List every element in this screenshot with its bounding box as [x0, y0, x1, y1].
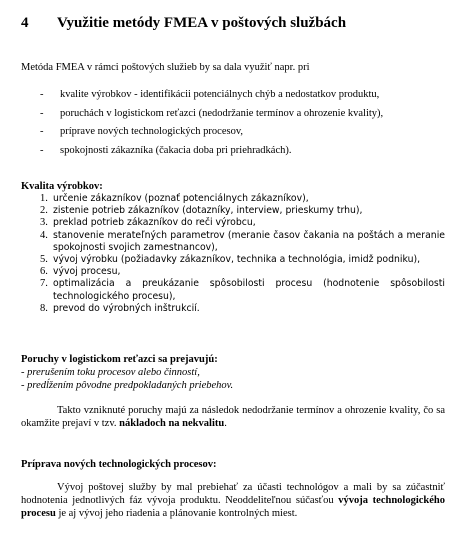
failures-line-2: - predĺžením pôvodne predpokladaných priebehov. — [21, 380, 234, 391]
list-item: 8. prevod do výrobných inštrukcií. — [40, 302, 200, 314]
failures-title: Poruchy v logistickom reťazci sa prejavujú: — [21, 354, 218, 365]
intro-paragraph: Metóda FMEA v rámci poštových služieb by sa dala využiť napr. pri — [21, 62, 310, 73]
section-number: 4 — [21, 15, 29, 31]
failures-paragraph: Takto vzniknuté poruchy majú za následok nedodržanie termínov a ohrozenie kvality, čo sa okamžite prejaví v tzv. nákladoch na nekvalitu. — [21, 405, 445, 429]
quality-title: Kvalita výrobkov: — [21, 181, 103, 192]
list-item: 6. vývoj procesu, — [40, 266, 121, 278]
section-title: Využitie metódy FMEA v poštových službách — [57, 15, 347, 31]
list-item: 2. zistenie potrieb zákazníkov (dotazníky, interview, prieskumy trhu), — [40, 205, 363, 217]
section-heading — [21, 14, 346, 32]
emphasis: nákladoch na nekvalitu — [119, 418, 225, 429]
failures-line-1: - prerušením toku procesov alebo činností, — [21, 367, 200, 378]
document-page: 4 Využitie metódy FMEA v poštových službách Metóda FMEA v rámci poštových služieb by sa dala využiť napr. pri - kvalite výrobkov - identifikácii potenciálnych chýb a nedostatkov produktu, - poruchách v logistickom reťazci (nedodržanie termínov a ohrozenie kvality), - príprave nových technologických procesov, - spokojnosti zákazníka (čakacia doba pri priehradkách). Kvalita výrobkov: 1. určenie zákazníkov (poznať potenciálnych zákazníkov), 2. zistenie potrieb zákazníkov (dotazníky, interview, prieskumy trhu), 3. preklad potrieb zákazníkov do reči výrobcu, 4. stanovenie merateľných parametrov (meranie časov čakania na poštách a meranie spokojnosti svojich zamestnancov), 5. vývoj výrobku (požiadavky zákazníkov, technika a technológia, imidž podniku), 6. vývoj procesu, 7. optimalizácia a preukázanie spôsobilosti procesu (hodnotenie spôsobilosti technologického procesu), 8. prevod do výrobných inštrukcií. Poruchy v logistickom reťazci sa prejavujú: - prerušením toku procesov alebo činností, - predĺžením pôvodne predpokladaných priebehov. Takto vzniknuté poruchy majú za následok nedodržanie termínov a ohrozenie kvality, čo sa okamžite prejaví v tzv. nákladoch na nekvalitu. Príprava nových technologických procesov: Vývoj poštovej služby by mal prebiehať za účasti technológov a mali by sa zúčastniť hodnotenia jednotlivých fáz vývoja produktu. Neoddeliteľnou súčasťou vývoja technologického procesu je aj vývoj jeho riadenia a plánovanie kontrolných miest. — [21, 15, 446, 519]
prep-paragraph: Vývoj poštovej služby by mal prebiehať za účasti technológov a mali by sa zúčastniť hodnotenia jednotlivých fáz vývoja produktu. Neoddeliteľnou súčasťou vývoja technologického procesu je aj vývoj jeho riadenia a plánovanie kontrolných miest. — [21, 482, 446, 519]
prep-title: Príprava nových technologických procesov: — [21, 459, 217, 470]
list-item: 3. preklad potrieb zákazníkov do reči výrobcu, — [40, 217, 256, 229]
quality-list — [40, 193, 445, 315]
list-item: 5. vývoj výrobku (požiadavky zákazníkov, technika a technológia, imidž podniku), — [40, 254, 421, 266]
list-item: 4. stanovenie merateľných parametrov (meranie časov čakania na poštách a meranie spokojnosti svojich zamestnancov), — [40, 229, 445, 253]
list-item: 1. určenie zákazníkov (poznať potenciálnych zákazníkov), — [40, 193, 309, 204]
emphasis: vývoja technologického procesu — [21, 495, 446, 519]
list-item: 7. optimalizácia a preukázanie spôsobilosti procesu (hodnotenie spôsobilosti technologického procesu), — [40, 278, 445, 302]
